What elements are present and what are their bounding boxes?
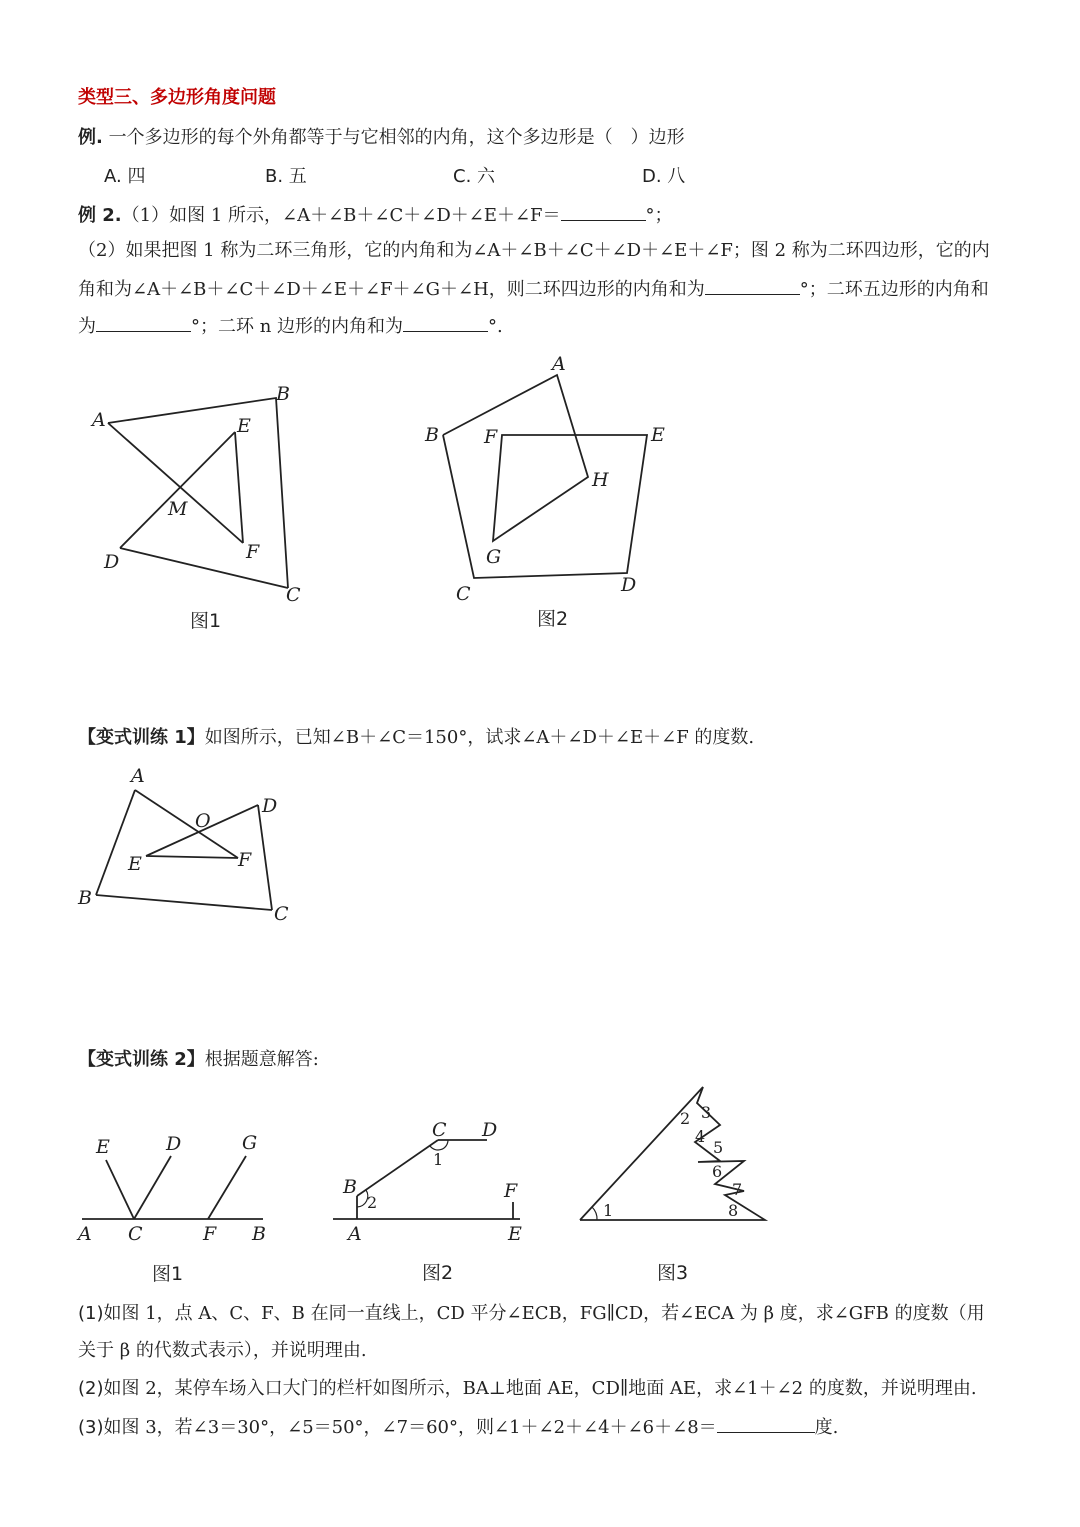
fig2-caption: 图2 [537,608,569,630]
v2f2-label-f: F [504,1180,518,1202]
question-1-line1 [78,1302,985,1326]
v2f3-label-8: 8 [728,1201,739,1220]
v2f1-line-fg [208,1156,246,1219]
v2f3-label-3: 3 [701,1103,712,1122]
question-3-prefix: (3) [78,1417,104,1438]
v2f1-line-ce [106,1160,134,1219]
v2f1-caption: 图1 [152,1263,184,1285]
v2f2-angle-arc-1 [430,1140,448,1150]
v2f1-label-g: G [242,1132,258,1154]
v2f2-label-c: C [432,1119,447,1141]
question-2-prefix: (2) [78,1378,104,1399]
example-2-part1-end: °； [645,205,673,226]
fig2-path-b-a-h-g-f-e-d-c-b [443,375,647,578]
var1-label-f: F [238,849,252,871]
var1-line-ab [96,790,135,895]
question-2-text: 如图 2，某停车场入口大门的栏杆如图所示，BA⊥地面 AE，CD∥地面 AE，求∠1＋∠2 的度数，并说明理由. [103,1378,977,1399]
fig2-label-h: H [592,469,609,491]
fig1-line-dc [120,548,288,588]
v2f3-label-5: 5 [713,1138,724,1157]
example-1-label: 例. [78,127,103,148]
var1-label-b: B [78,887,92,909]
v2f2-label-b: B [343,1176,357,1198]
v2f1-label-e: E [96,1136,110,1158]
var1-label-c: C [274,903,289,925]
v2f3-caption: 图3 [657,1262,689,1284]
question-3 [78,1414,838,1440]
v2f1-line-cd [134,1156,171,1219]
fig1-label-d: D [104,551,120,573]
fig1-path-abc [108,398,288,588]
example-2-line3-end: °；二环五边形的内角和 [799,279,989,300]
option-a: A. 四 [104,166,146,187]
fig1-label-e: E [237,415,251,437]
example-2-line4-end: °. [488,316,503,337]
option-d: D. 八 [642,166,686,187]
v2f3-label-2: 2 [680,1109,691,1128]
fig1-label-a: A [92,409,106,431]
fig2-label-e: E [651,424,665,446]
v2f1-label-d: D [166,1133,182,1155]
v2f1-label-a: A [78,1223,92,1245]
fig1-label-c: C [286,584,301,606]
variant-1-text: 如图所示，已知∠B＋∠C＝150°，试求∠A＋∠D＋∠E＋∠F 的度数. [204,727,755,748]
variant-2 [78,1048,319,1072]
v2f2-label-e: E [508,1223,522,1245]
var1-line-cd [258,805,272,910]
fig1-line-fe [235,432,243,543]
var1-line-af [135,790,238,858]
var1-label-d: D [262,795,278,817]
v2f2-label-a: A [348,1223,362,1245]
v2f3-label-7: 7 [732,1180,743,1199]
fig2-label-c: C [456,583,471,605]
fig1-label-b: B [276,383,290,405]
variant-2-text: 根据题意解答: [204,1049,319,1070]
var1-line-bc [96,895,272,910]
v2f2-caption: 图2 [422,1262,454,1284]
v2f2-label-1: 1 [433,1150,444,1169]
var1-label-a: A [131,765,145,787]
var1-label-o: O [195,810,211,832]
question-1-prefix: (1) [78,1303,104,1324]
variant-2-label: 【变式训练 2】 [78,1049,205,1070]
v2f3-angle-arc-1 [592,1207,597,1220]
example-2-part1: （1）如图 1 所示，∠A＋∠B＋∠C＋∠D＋∠E＋∠F＝ [121,205,561,226]
question-1-text: 如图 1，点 A、C、F、B 在同一直线上，CD 平分∠ECB，FG∥CD，若∠ECA 为 β 度，求∠GFB 的度数（用 [103,1303,985,1324]
answer-blank-5[interactable] [717,1414,815,1433]
example-1-text: 一个多边形的每个外角都等于与它相邻的内角，这个多边形是（ ）边形 [108,127,685,148]
fig2-label-b: B [425,424,439,446]
fig1-label-f: F [246,541,260,563]
question-2 [78,1377,977,1401]
option-b: B. 五 [265,166,307,187]
fig1-label-m: M [168,498,188,520]
example-2-line4-mid: °；二环 n 边形的内角和为 [191,316,404,337]
v2f2-line-bc [357,1140,438,1196]
question-1-line2: 关于 β 的代数式表示），并说明理由. [78,1340,367,1361]
v2f3-label-4: 4 [695,1127,706,1146]
fig2-label-d: D [621,574,637,596]
v2f1-label-f: F [203,1223,217,1245]
section-heading: 类型三、多边形角度问题 [78,87,276,108]
question-3-end: 度. [814,1417,839,1438]
v2f2-label-d: D [482,1119,498,1141]
question-3-text: 如图 3，若∠3＝30°，∠5＝50°，∠7＝60°，则∠1＋∠2＋∠4＋∠6＋∠8＝ [103,1417,717,1438]
example-2-label: 例 2. [78,205,122,226]
example-2-line2: （2）如果把图 1 称为二环三角形，它的内角和为∠A＋∠B＋∠C＋∠D＋∠E＋∠F；图 2 称为二环四边形，它的内 [78,240,990,261]
option-c: C. 六 [453,166,496,187]
var1-line-fe [146,856,238,858]
v2f1-label-b: B [252,1223,266,1245]
fig1-caption: 图1 [190,610,222,632]
fig1-line-af [108,423,243,543]
v2f2-label-2: 2 [367,1193,378,1212]
v2f1-label-c: C [128,1223,143,1245]
variant-1 [78,726,754,750]
fig2-label-a: A [552,353,566,375]
fig2-label-f: F [484,426,498,448]
fig2-label-g: G [486,546,502,568]
var1-label-e: E [128,853,142,875]
example-2-line4-start: 为 [78,316,96,337]
variant-1-label: 【变式训练 1】 [78,727,205,748]
v2f3-label-6: 6 [712,1162,723,1181]
example-2-line3-text: 角和为∠A＋∠B＋∠C＋∠D＋∠E＋∠F＋∠G＋∠H，则二环四边形的内角和为 [78,279,705,300]
v2f3-label-1: 1 [603,1201,614,1220]
